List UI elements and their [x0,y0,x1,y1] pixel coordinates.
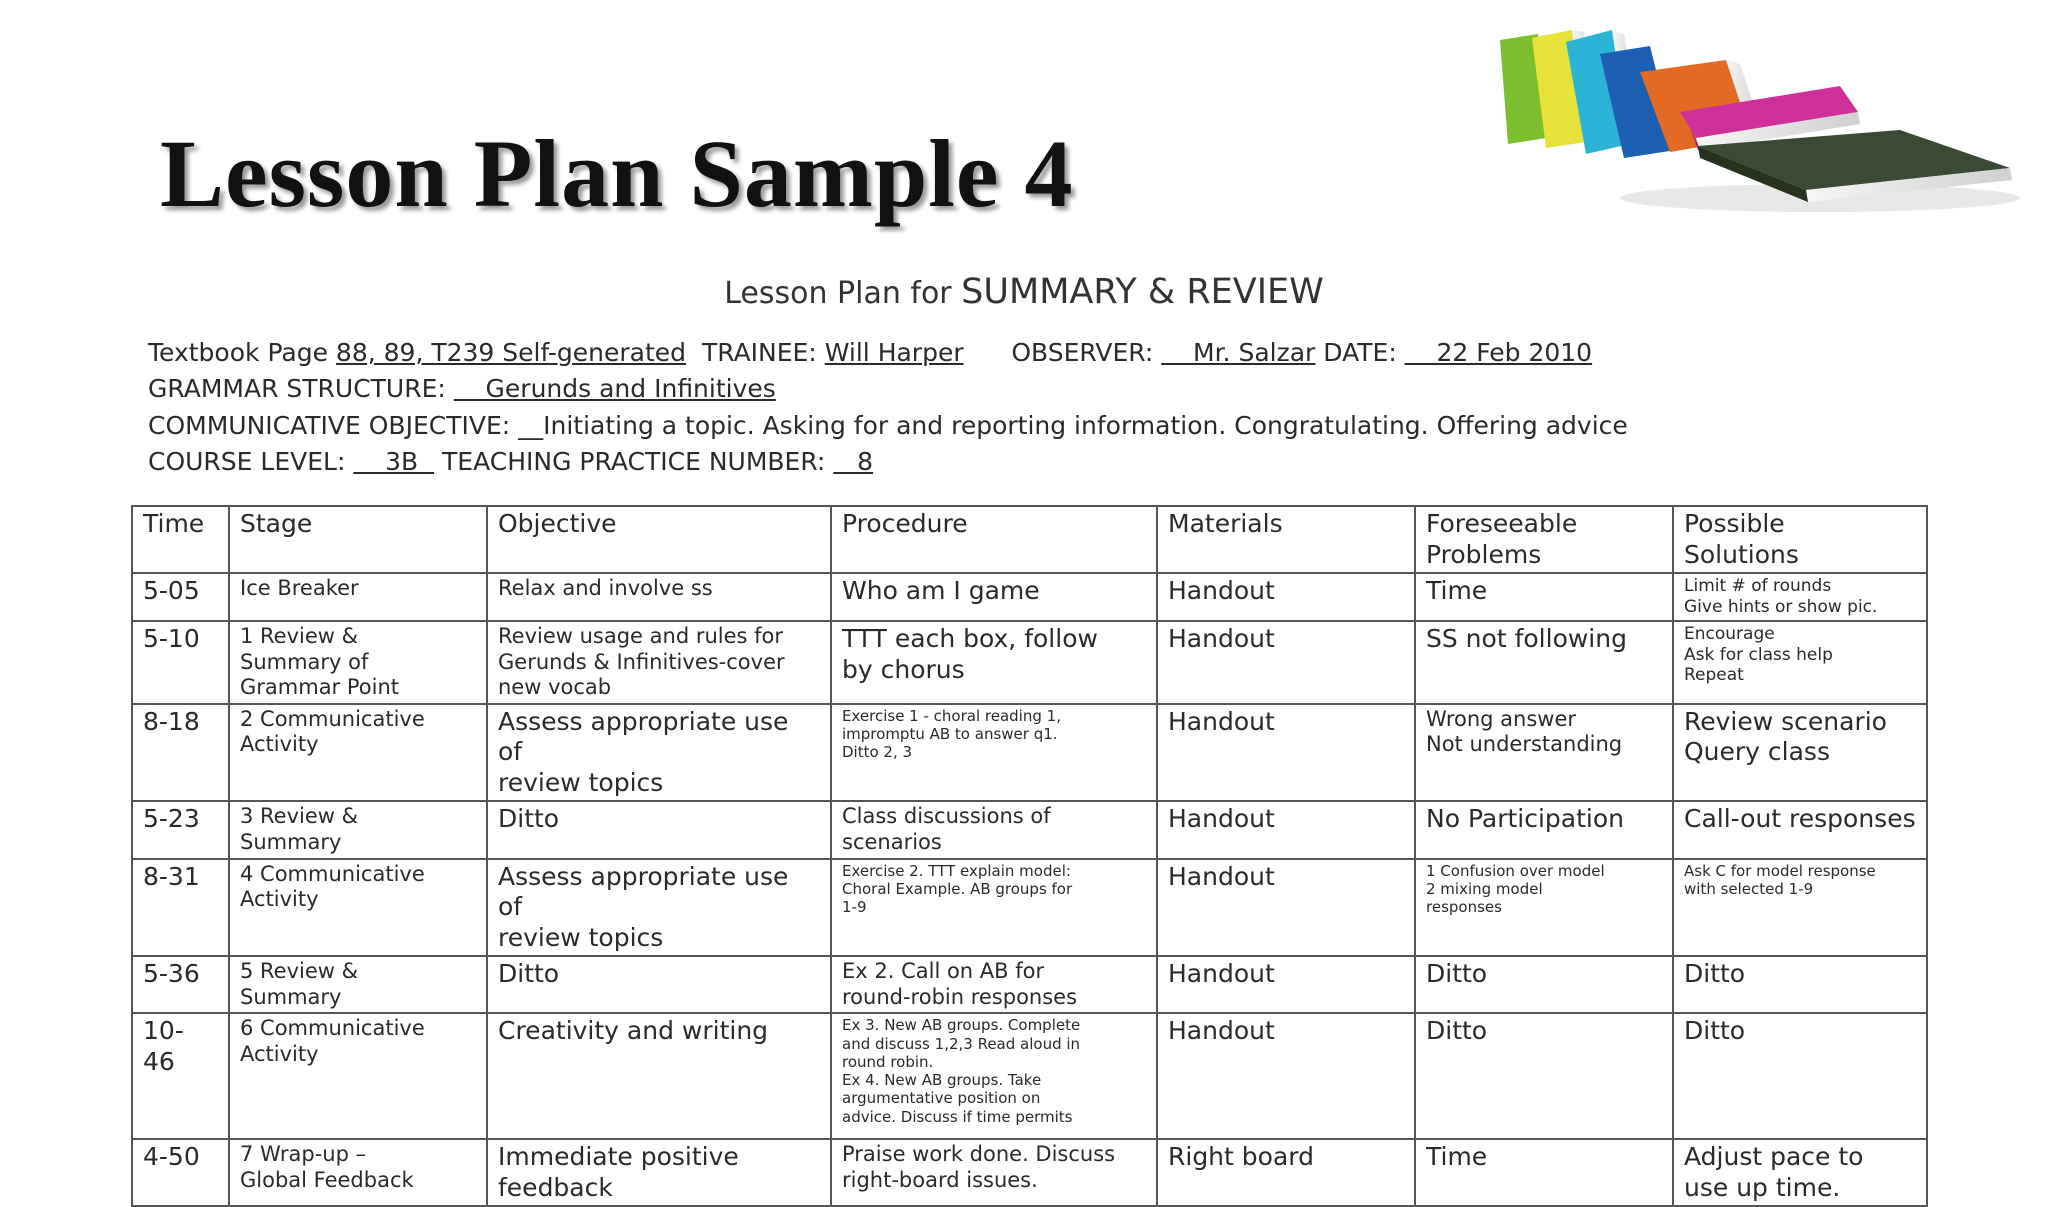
cell-objective: Ditto [487,956,831,1013]
cell-stage: Ice Breaker [229,573,487,621]
cell-procedure: TTT each box, follow by chorus [831,621,1157,704]
cell-solutions: Review scenario Query class [1673,704,1927,802]
cell-time: 8-18 [132,704,229,802]
grammar-value: Gerunds and Infinitives [453,374,776,403]
cell-materials: Handout [1157,956,1415,1013]
textbook-label: Textbook Page [148,338,336,367]
cell-materials: Handout [1157,704,1415,802]
cell-materials: Handout [1157,859,1415,957]
cell-procedure: Class discussions of scenarios [831,801,1157,858]
cell-procedure: Ex 2. Call on AB for round-robin responses [831,956,1157,1013]
cell-objective: Assess appropriate use of review topics [487,704,831,802]
observer-value: Mr. Salzar [1161,338,1316,367]
header-foreseeable-problems: Foreseeable Problems [1415,506,1673,573]
cell-materials: Handout [1157,621,1415,704]
trainee-label: TRAINEE: [701,338,825,367]
cell-stage: 4 Communicative Activity [229,859,487,957]
cell-materials: Right board [1157,1139,1415,1206]
cell-solutions: Ditto [1673,956,1927,1013]
cell-solutions: Ditto [1673,1013,1927,1139]
grammar-label: GRAMMAR STRUCTURE: [148,374,454,403]
cell-problems: Ditto [1415,1013,1673,1139]
header-stage: Stage [229,506,487,573]
table-row [132,704,1927,802]
header-time: Time [132,506,229,573]
textbook-value: 88, 89, T239 Self-generated [335,338,687,367]
cell-stage: 5 Review & Summary [229,956,487,1013]
cell-time: 8-31 [132,859,229,957]
cell-objective: Immediate positive feedback [487,1139,831,1206]
cell-time: 5-23 [132,801,229,858]
table-row [132,801,1927,858]
table-header-row [132,506,1927,573]
lesson-plan-table [131,505,1928,1207]
table-row [132,1013,1927,1139]
observer-label: OBSERVER: [1011,338,1162,367]
info-line-4 [148,447,873,476]
cell-stage: 2 Communicative Activity [229,704,487,802]
cell-solutions: Adjust pace to use up time. [1673,1139,1927,1206]
cell-objective: Relax and involve ss [487,573,831,621]
cell-objective: Review usage and rules for Gerunds & Infinitives-cover new vocab [487,621,831,704]
heading-prefix: Lesson Plan for [724,276,962,311]
cell-problems: Time [1415,573,1673,621]
cell-time: 5-10 [132,621,229,704]
cell-time: 4-50 [132,1139,229,1206]
header-possible-solutions: Possible Solutions [1673,506,1927,573]
objective-label: COMMUNICATIVE OBJECTIVE: [148,411,519,440]
cell-solutions: Ask C for model response with selected 1-9 [1673,859,1927,957]
cell-problems: SS not following [1415,621,1673,704]
cell-solutions: Encourage Ask for class help Repeat [1673,621,1927,704]
cell-time: 5-05 [132,573,229,621]
cell-procedure: Exercise 1 - choral reading 1, impromptu AB to answer q1. Ditto 2, 3 [831,704,1157,802]
cell-procedure: Who am I game [831,573,1157,621]
heading-main: SUMMARY & REVIEW [961,272,1324,312]
cell-procedure: Exercise 2. TTT explain model: Choral Example. AB groups for 1-9 [831,859,1157,957]
header-objective: Objective [487,506,831,573]
cell-stage: 7 Wrap-up – Global Feedback [229,1139,487,1206]
date-value: 22 Feb 2010 [1404,338,1593,367]
cell-objective: Creativity and writing [487,1013,831,1139]
cell-problems: Time [1415,1139,1673,1206]
cell-stage: 1 Review & Summary of Grammar Point [229,621,487,704]
info-line-1 [148,338,1592,367]
header-materials: Materials [1157,506,1415,573]
header-procedure: Procedure [831,506,1157,573]
table-row [132,859,1927,957]
cell-solutions: Call-out responses [1673,801,1927,858]
books-stack-icon [1490,20,2030,250]
cell-stage: 3 Review & Summary [229,801,487,858]
cell-time: 5-36 [132,956,229,1013]
cell-stage: 6 Communicative Activity [229,1013,487,1139]
cell-problems: Wrong answer Not understanding [1415,704,1673,802]
cell-procedure: Ex 3. New AB groups. Complete and discuss 1,2,3 Read aloud in round robin. Ex 4. New AB groups. Take argumentative position on advice. Discuss if time permits [831,1013,1157,1139]
cell-materials: Handout [1157,573,1415,621]
cell-objective: Ditto [487,801,831,858]
cell-materials: Handout [1157,801,1415,858]
cell-time: 10- 46 [132,1013,229,1139]
level-value: 3B [353,447,435,476]
table-row [132,956,1927,1013]
cell-problems: 1 Confusion over model 2 mixing model responses [1415,859,1673,957]
cell-solutions: Limit # of rounds Give hints or show pic. [1673,573,1927,621]
cell-problems: No Participation [1415,801,1673,858]
cell-objective: Assess appropriate use of review topics [487,859,831,957]
cell-procedure: Praise work done. Discuss right-board issues. [831,1139,1157,1206]
info-line-2 [148,374,776,403]
level-label: COURSE LEVEL: [148,447,354,476]
cell-materials: Handout [1157,1013,1415,1139]
trainee-value: Will Harper [824,338,964,367]
table-row [132,573,1927,621]
table-row [132,621,1927,704]
practice-value: 8 [833,447,874,476]
practice-label: TEACHING PRACTICE NUMBER: [434,447,834,476]
date-label: DATE: [1315,338,1405,367]
document-heading [0,272,2048,312]
slide-title: Lesson Plan Sample 4 [160,120,1074,227]
table-row [132,1139,1927,1206]
objective-value: __Initiating a topic. Asking for and reporting information. Congratulating. Offering advice [518,411,1628,440]
cell-problems: Ditto [1415,956,1673,1013]
info-line-3 [148,411,1628,440]
